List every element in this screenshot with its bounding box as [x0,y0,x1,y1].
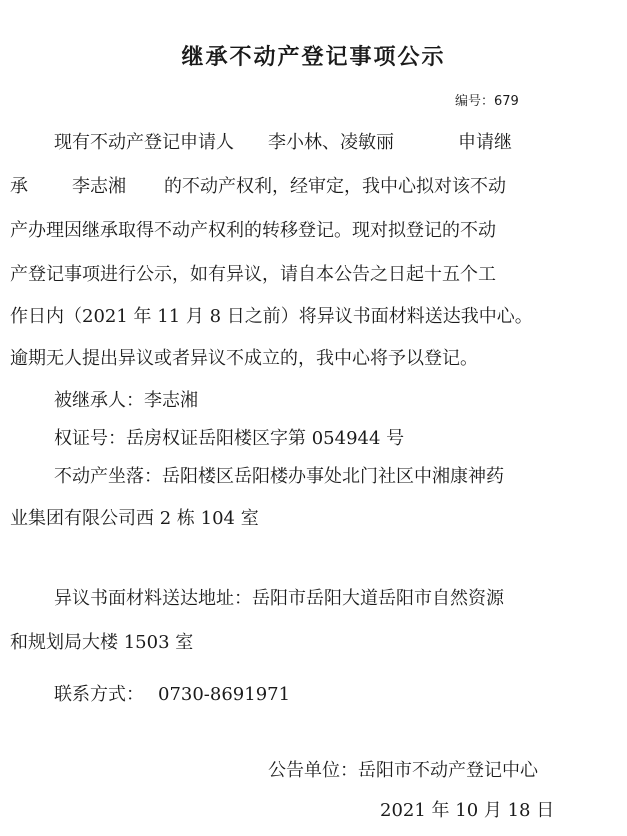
document-number-value: 679 [494,94,519,109]
property-location-line-1: 不动产坐落：岳阳楼区岳阳楼办事处北门社区中湘康神药 [54,466,504,487]
issue-date: 2021 年 10 月 18 日 [380,800,555,821]
certificate-field: 权证号：岳房权证岳阳楼区字第 054944 号 [54,428,405,449]
contact-phone: 0730-8691971 [158,684,291,705]
document-number [455,90,519,109]
objection-address-line-1: 异议书面材料送达地址：岳阳市岳阳大道岳阳市自然资源 [54,588,504,609]
body-line-4: 产登记事项进行公示，如有异议，请自本公告之日起十五个工 [10,264,496,285]
apply-inherit-text: 申请继 [458,132,512,153]
body-line-6: 逾期无人提出异议或者异议不成立的，我中心将予以登记。 [10,348,478,369]
body-line-2-text: 的不动产权利，经审定，我中心拟对该不动 [164,176,506,197]
inheritee-field: 被继承人：李志湘 [54,390,198,411]
property-location-line-2: 业集团有限公司西 2 栋 104 室 [10,508,259,529]
issuer-signature: 公告单位：岳阳市不动产登记中心 [268,760,538,781]
body-line-2 [10,172,506,198]
intro-prefix: 现有不动产登记申请人 [54,132,234,153]
deceased-name-inline: 李志湘 [72,176,126,197]
applicant-names: 李小林、凌敏丽 [268,132,394,153]
objection-address-line-2: 和规划局大楼 1503 室 [10,632,194,653]
body-line-1 [54,128,512,154]
apply-inherit-text-cont: 承 [10,176,28,197]
document-number-label: 编号： [455,94,495,109]
body-line-3: 产办理因继承取得不动产权利的转移登记。现对拟登记的不动 [10,220,496,241]
body-line-5: 作日内（2021 年 11 月 8 日之前）将异议书面材料送达我中心。 [10,306,533,327]
contact-label: 联系方式： [54,684,144,705]
document-title: 继承不动产登记事项公示 [181,45,446,70]
contact-field [54,680,290,706]
